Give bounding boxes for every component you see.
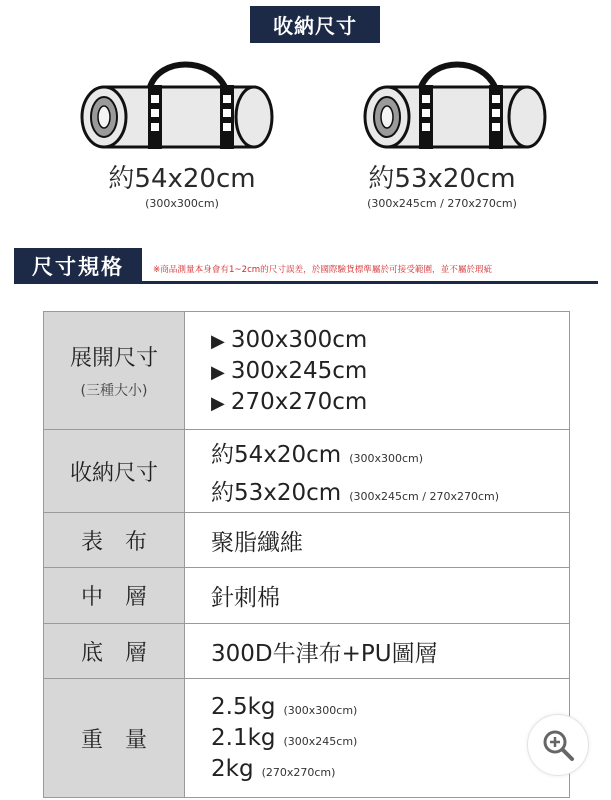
label-text: 表 布: [80, 529, 147, 555]
size-value: 300x245cm: [230, 357, 368, 384]
list-item: [211, 474, 569, 507]
size-note: (300x245cm / 270x270cm): [349, 489, 500, 503]
triangle-arrow-icon: ▶: [211, 392, 225, 414]
row-label: [44, 430, 185, 512]
row-value: [185, 430, 569, 512]
row-value: [185, 624, 569, 678]
list-item: [211, 436, 569, 469]
row-value: [185, 568, 569, 623]
rolled-mat-illustration-large: [80, 55, 276, 155]
label-text: 展開尺寸: [69, 346, 158, 371]
list-item: [211, 327, 569, 353]
label-text: 中 層: [80, 585, 147, 610]
table-row-bottom-layer: [44, 624, 569, 679]
row-value: [185, 679, 569, 797]
weight-note: (300x300cm): [283, 704, 358, 717]
label-text: 重 量: [80, 727, 147, 753]
zoom-in-button[interactable]: [527, 714, 589, 776]
size-value: 300x300cm: [230, 326, 368, 353]
storage-size-small: 約53x20cm: [368, 164, 516, 194]
spec-table: [43, 311, 570, 798]
label-text: 收納尺寸: [69, 460, 158, 486]
zoom-in-icon: [541, 728, 575, 762]
row-label: [44, 624, 185, 678]
list-item: [211, 756, 569, 782]
weight-value: 2.1kg: [211, 725, 276, 751]
size-value: 約53x20cm: [211, 479, 342, 506]
storage-size-large-note: (300x300cm): [145, 197, 219, 210]
label-subtext: (三種大小): [80, 383, 148, 399]
table-row-middle-layer: [44, 568, 569, 624]
size-note: (300x300cm): [349, 451, 424, 465]
table-row-weight: [44, 679, 569, 797]
list-item: [211, 389, 569, 415]
size-value: 約54x20cm: [211, 441, 342, 468]
row-label: [44, 568, 185, 623]
storage-size-large: 約54x20cm: [108, 164, 256, 194]
weight-note: (270x270cm): [261, 766, 336, 779]
spec-divider: [14, 281, 598, 284]
triangle-arrow-icon: ▶: [211, 361, 225, 383]
row-label: [44, 679, 185, 797]
weight-note: (300x245cm): [283, 735, 358, 748]
row-label: [44, 312, 185, 429]
spec-header-bar: [14, 248, 598, 284]
list-item: [211, 358, 569, 384]
table-row-outer-fabric: [44, 513, 569, 568]
table-row-unfolded-size: [44, 312, 569, 430]
spec-title: 尺寸規格: [14, 248, 142, 284]
material-value: 300D牛津布+PU圖層: [211, 640, 438, 667]
triangle-arrow-icon: ▶: [211, 330, 225, 352]
list-item: [211, 694, 569, 720]
row-value: [185, 312, 569, 429]
row-label: [44, 513, 185, 567]
weight-value: 2.5kg: [211, 694, 276, 720]
spec-disclaimer: ※商品測量本身會有1~2cm的尺寸誤差，於國際驗貨標準屬於可接受範圍，並不屬於瑕疵: [153, 265, 493, 275]
material-value: 聚脂纖維: [211, 529, 303, 556]
label-text: 底 層: [80, 640, 147, 666]
storage-size-title: 收納尺寸: [250, 6, 380, 43]
storage-size-small-note: (300x245cm / 270x270cm): [367, 197, 517, 210]
rolled-mat-illustration-small: [363, 55, 553, 155]
table-row-storage-size: [44, 430, 569, 513]
row-value: [185, 513, 569, 567]
size-value: 270x270cm: [230, 388, 368, 415]
list-item: [211, 725, 569, 751]
weight-value: 2kg: [211, 756, 254, 782]
material-value: 針刺棉: [211, 585, 280, 611]
